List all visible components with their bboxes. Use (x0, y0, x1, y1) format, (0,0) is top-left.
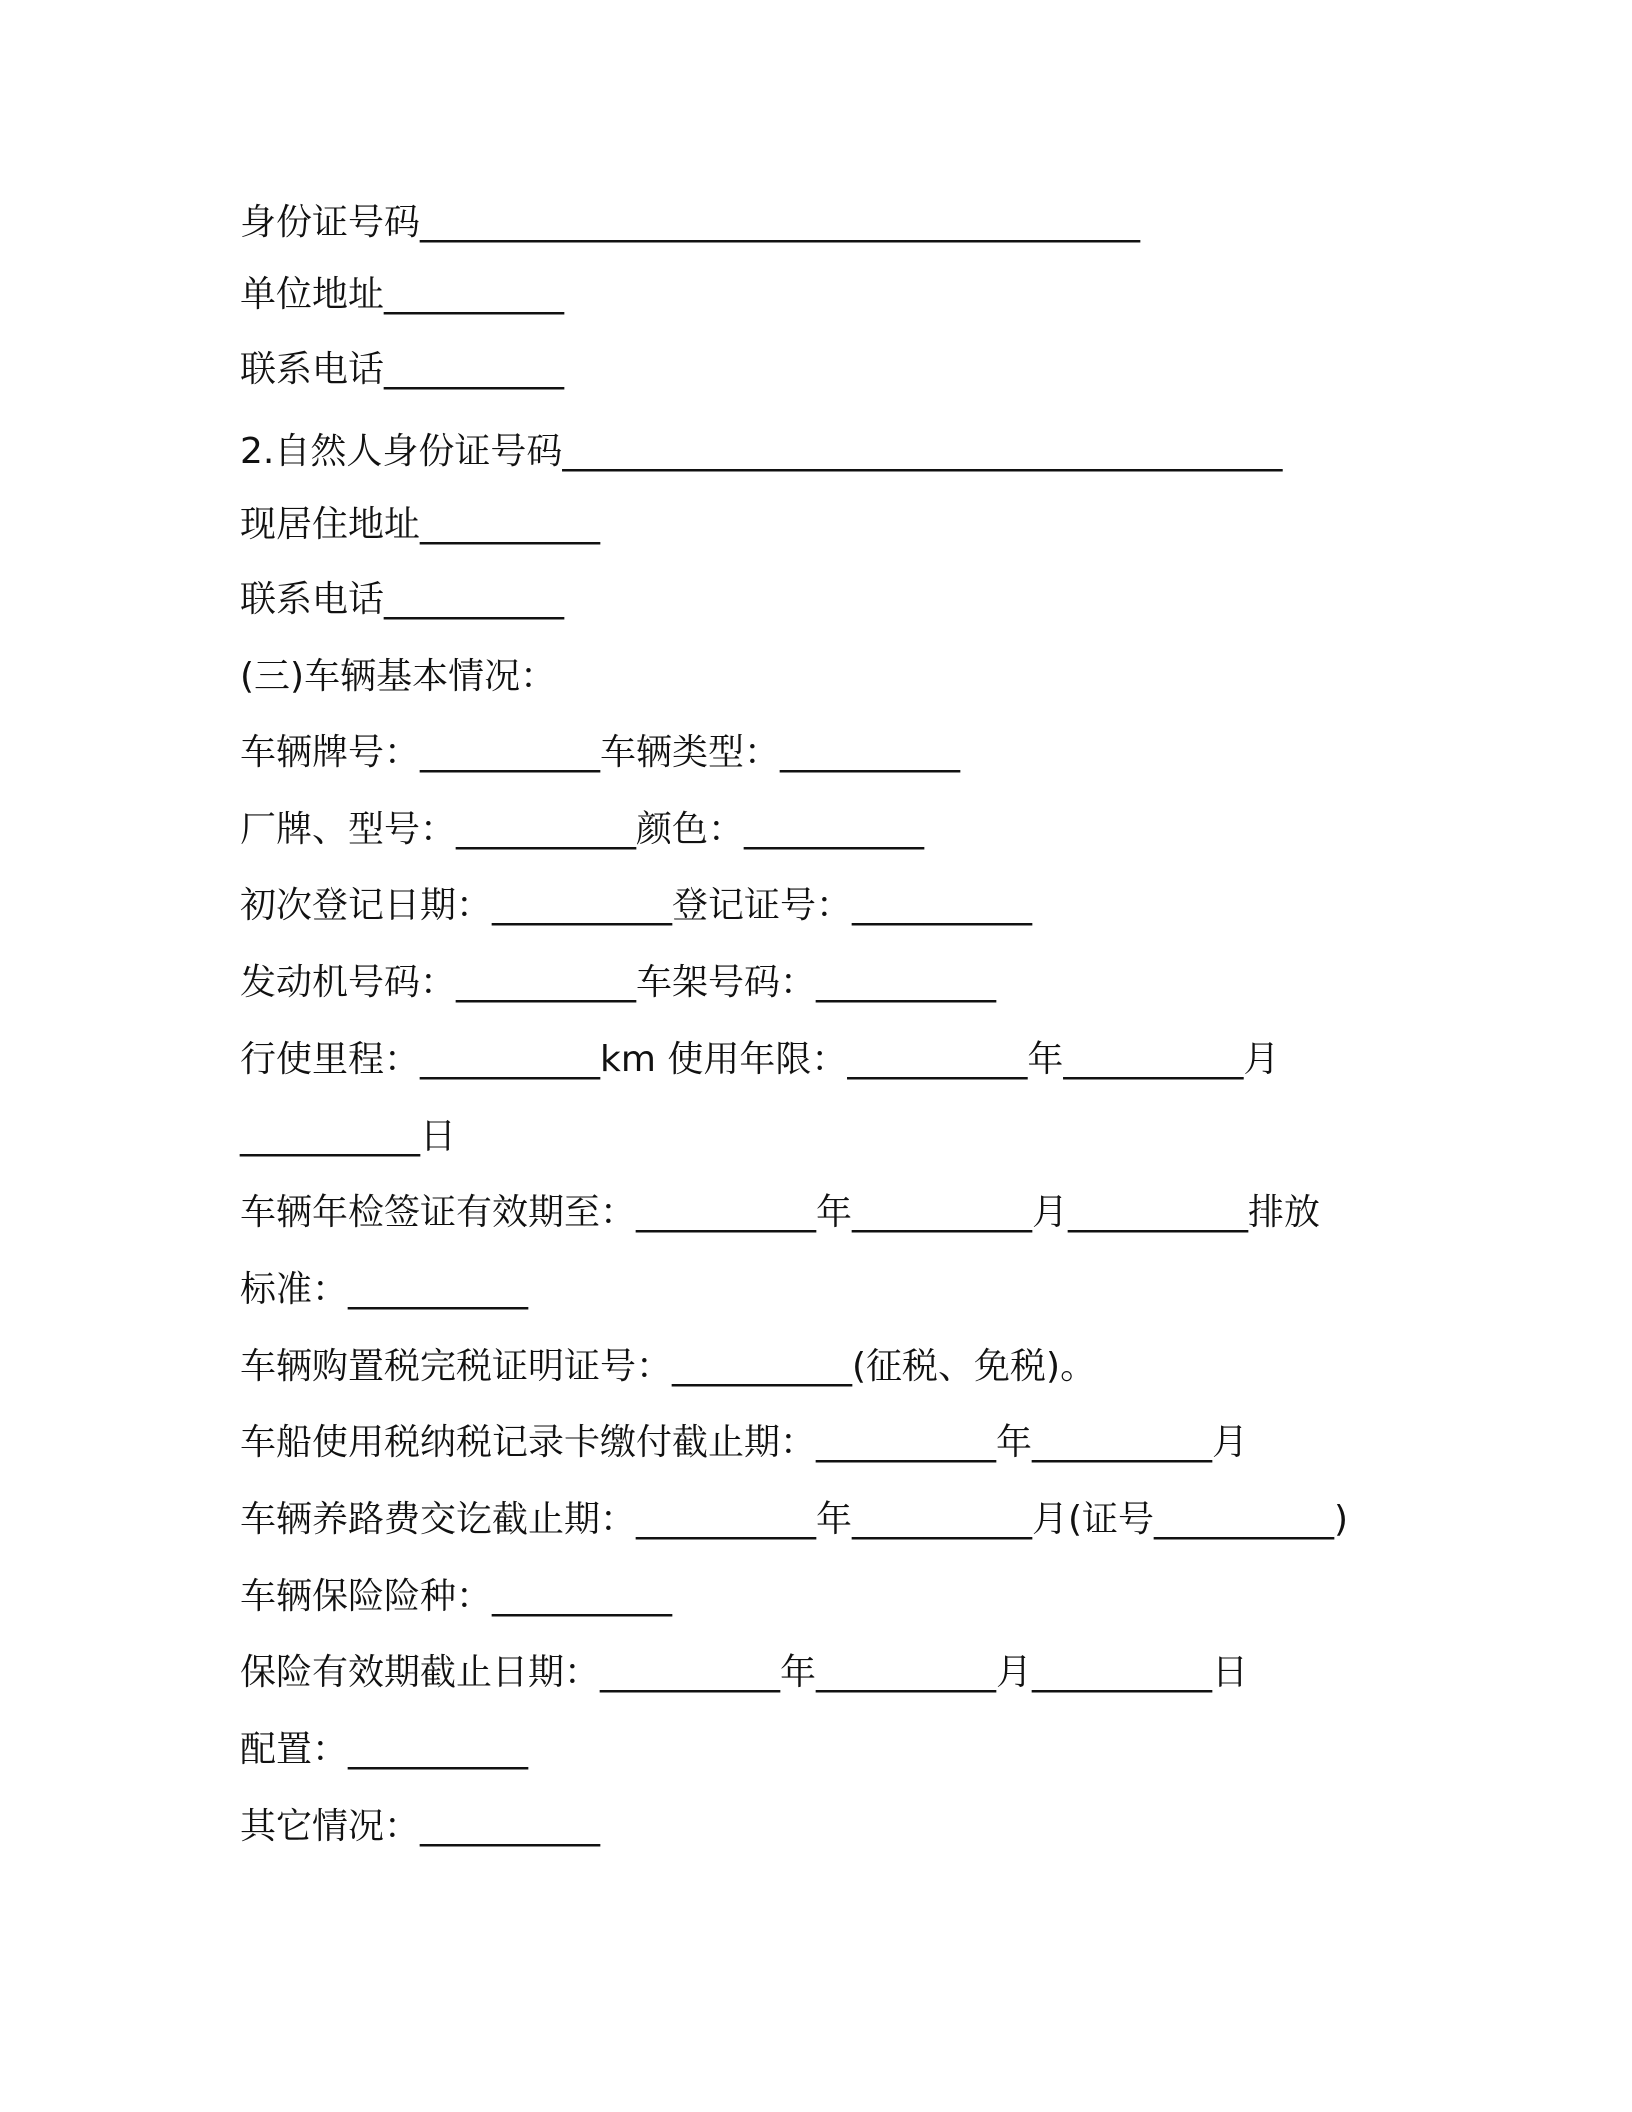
emission-standard-line: 标准：__________ (240, 1269, 529, 1310)
natural-person-id-line: 2.自然人身份证号码________________________________________ (240, 431, 1283, 472)
insurance-type-line: 车辆保险险种：__________ (240, 1576, 673, 1617)
mileage-years-line: 行使里程：__________km 使用年限：__________年__________月 (240, 1039, 1280, 1080)
inspection-line: 车辆年检签证有效期至：__________年__________月__________排放 (240, 1192, 1321, 1233)
insurance-expiry-line: 保险有效期截止日期：__________年__________月__________日 (240, 1652, 1249, 1693)
engine-frame-line: 发动机号码：__________车架号码：__________ (240, 962, 997, 1003)
section-heading-vehicle: (三)车辆基本情况： (240, 656, 557, 697)
registration-line: 初次登记日期：__________登记证号：__________ (240, 885, 1033, 926)
contact-phone-line: 联系电话__________ (240, 349, 565, 390)
vessel-tax-line: 车船使用税纳税记录卡缴付截止期：__________年__________月 (240, 1422, 1249, 1463)
plate-type-line: 车辆牌号：__________车辆类型：__________ (240, 732, 961, 773)
current-address-line: 现居住地址__________ (240, 504, 601, 545)
contact-phone-line-2: 联系电话__________ (240, 579, 565, 620)
mileage-years-continued: __________日 (240, 1116, 457, 1157)
road-fee-line: 车辆养路费交讫截止期：__________年__________月(证号__________) (240, 1499, 1349, 1540)
purchase-tax-line: 车辆购置税完税证明证号：__________(征税、免税)。 (240, 1346, 1097, 1387)
other-info-line: 其它情况：__________ (240, 1806, 601, 1847)
work-address-line: 单位地址__________ (240, 274, 565, 315)
brand-color-line: 厂牌、型号：__________颜色：__________ (240, 809, 925, 850)
configuration-line: 配置：__________ (240, 1729, 529, 1770)
id-number-line: 身份证号码________________________________________ (240, 202, 1141, 243)
